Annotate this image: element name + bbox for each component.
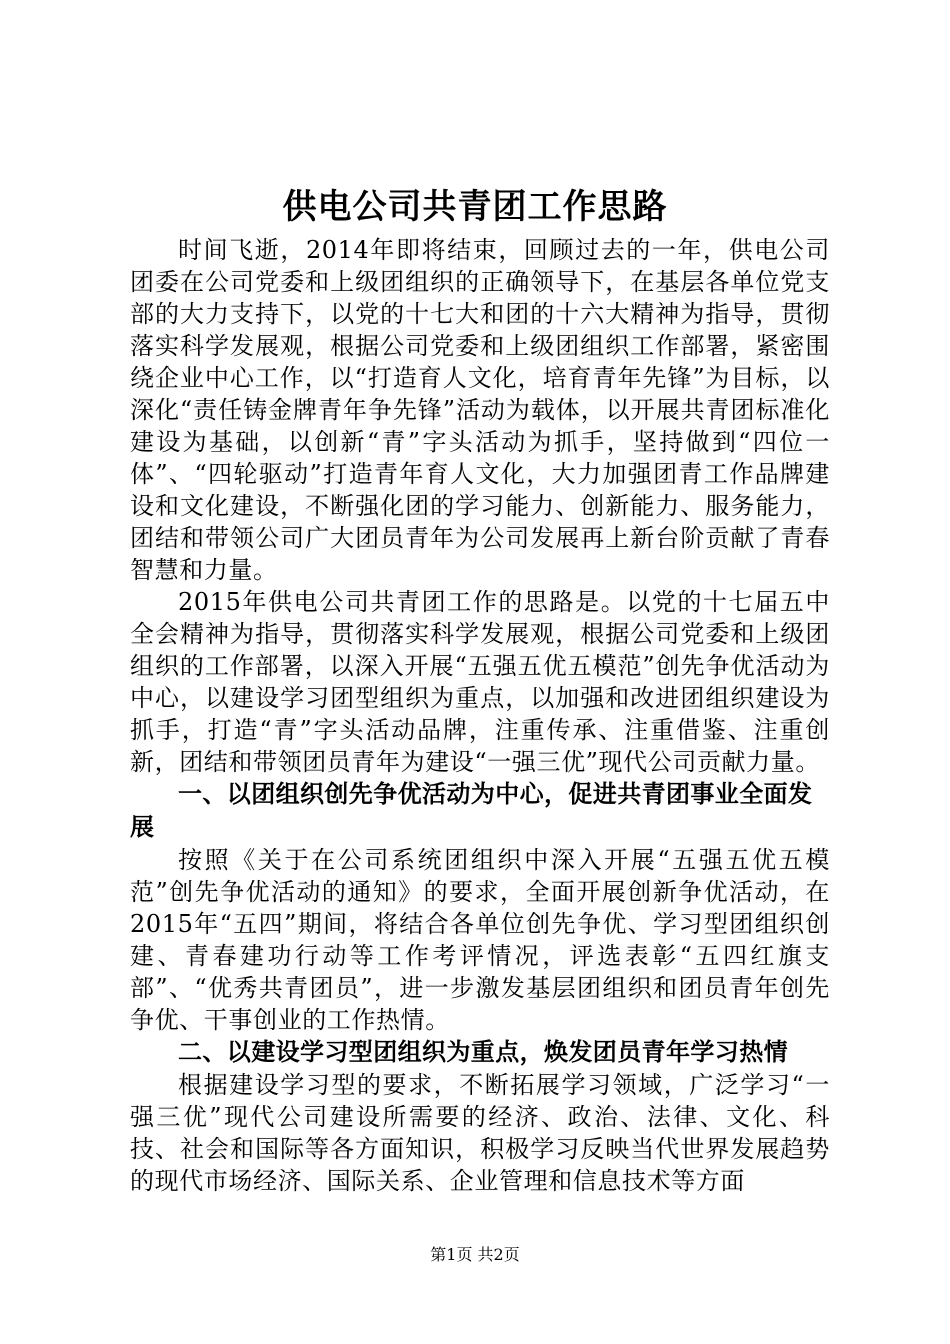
section-heading-2: 二、以建设学习型团组织为重点，焕发团员青年学习热情 [178,1038,788,1066]
plan-paragraph: 2015年供电公司共青团工作的思路是。以党的十七届五中全会精神为指导，贯彻落实科学发展观，根据公司党委和上级团组织的工作部署，以深入开展“五强五优五模范”创先争优活动为中心，以建设学习团型组织为重点，以加强和改进团组织建设为抓手，打造“青”字头活动品牌，注重传承、注重借鉴、注重创新，团结和带领团员青年为建设“一强三优”现代公司贡献力量。 [130,588,830,776]
section-heading-1: 一、以团组织创先争优活动为中心，促进共青团事业全面发展 [130,780,813,841]
intro-paragraph: 时间飞逝，2014年即将结束，回顾过去的一年，供电公司团委在公司党委和上级团组织的正确领导下，在基层各单位党支部的大力支持下，以党的十七大和团的十六大精神为指导，贯彻落实科学发展观，根据公司党委和上级团组织工作部署，紧密围绕企业中心工作，以“打造育人文化，培育青年先锋”为目标，以深化“责任铸金牌青年争先锋”活动为载体，以开展共青团标准化建设为基础，以创新“青”字头活动为抓手，坚持做到“四位一体”、“四轮驱动”打造青年育人文化，大力加强团青工作品牌建设和文化建设，不断强化团的学习能力、创新能力、服务能力，团结和带领公司广大团员青年为公司发展再上新台阶贡献了青春智慧和力量。 [130,236,830,584]
page-footer: 第1页 共2页 [430,1245,520,1264]
document-title: 供电公司共青团工作思路 [282,187,668,227]
document-body [130,234,830,1197]
section-body-2: 根据建设学习型的要求，不断拓展学习领域，广泛学习“一强三优”现代公司建设所需要的经济、政治、法律、文化、科技、社会和国际等各方面知识，积极学习反映当代世界发展趋势的现代市场经济、国际关系、企业管理和信息技术等方面 [130,1071,830,1195]
section-body-1: 按照《关于在公司系统团组织中深入开展“五强五优五模范”创先争优活动的通知》的要求，全面开展创新争优活动，在2015年“五四”期间，将结合各单位创先争优、学习型团组织创建、青春建功行动等工作考评情况，评选表彰“五四红旗支部”、“优秀共青团员”，进一步激发基层团组织和团员青年创先争优、干事创业的工作热情。 [130,846,830,1034]
